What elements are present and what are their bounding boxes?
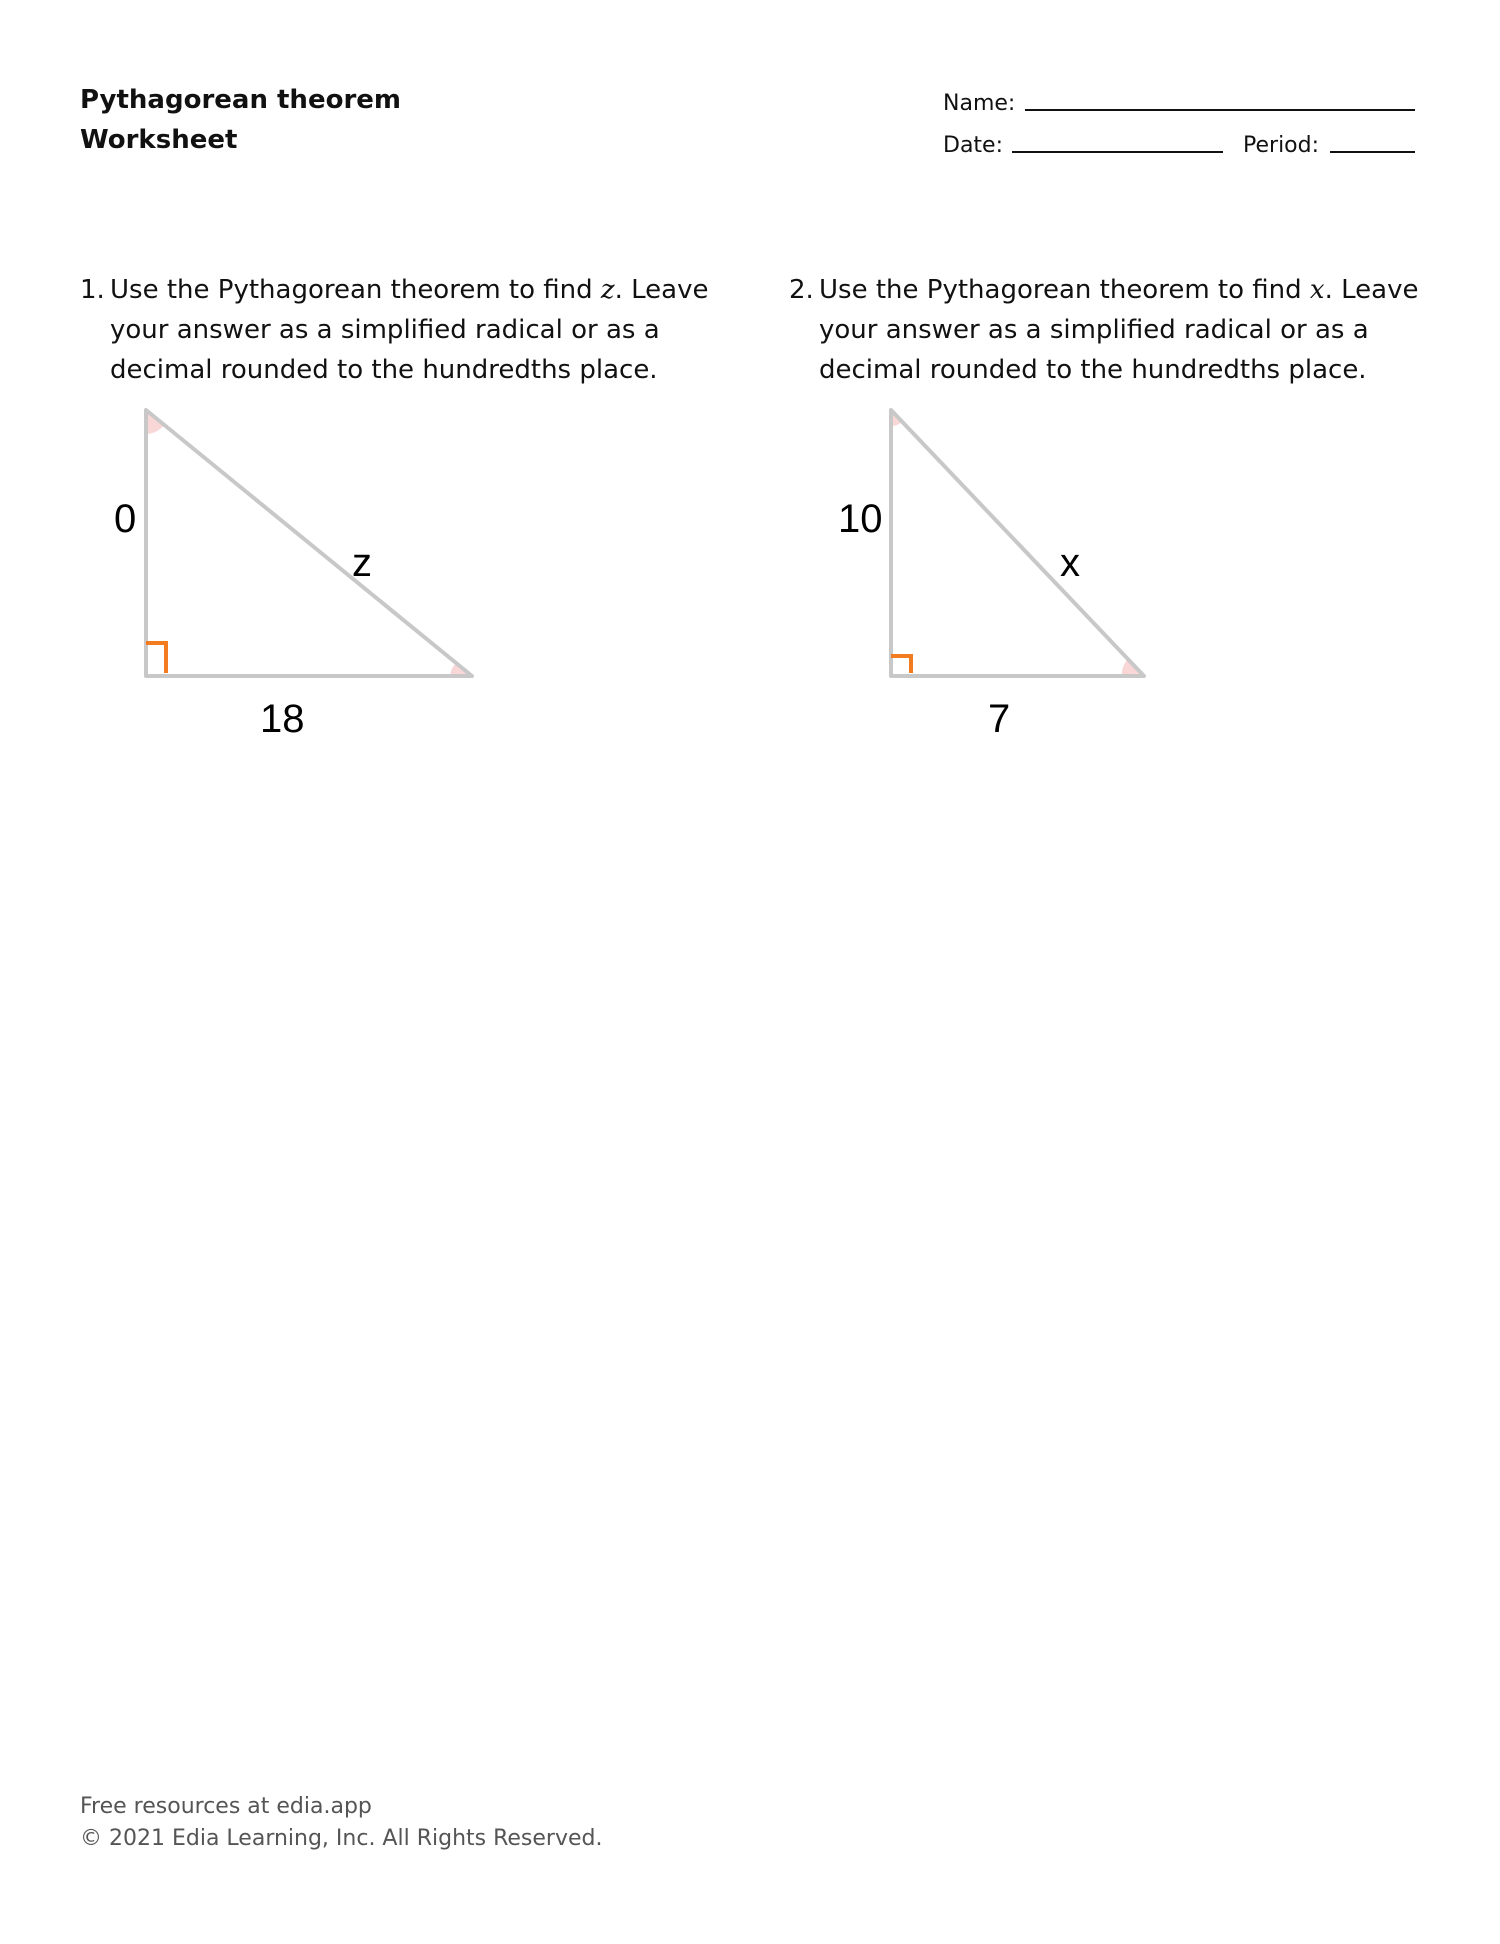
footer-resources: Free resources at edia.app xyxy=(80,1794,372,1819)
footer-copyright: © 2021 Edia Learning, Inc. All Rights Reserved. xyxy=(80,1826,603,1851)
name-answer-line[interactable] xyxy=(1025,109,1415,111)
date-label: Date: xyxy=(943,133,1003,158)
date-answer-line[interactable] xyxy=(1012,151,1223,153)
horizontal-leg-label: 7 xyxy=(988,697,1011,741)
right-angle-marker xyxy=(146,643,166,673)
worksheet-subtitle: Worksheet xyxy=(80,125,238,155)
vertical-leg-label: 10 xyxy=(838,497,883,541)
problem-variable: x xyxy=(1309,275,1325,305)
triangle-figure-1 xyxy=(100,400,500,760)
right-angle-marker xyxy=(891,656,911,673)
problem-text: Use the Pythagorean theorem to find x. Leave your answer as a simplified radical or as a decimal rounded to the hundredths place. xyxy=(819,275,1419,385)
name-label: Name: xyxy=(943,91,1016,116)
problem-number: 1. xyxy=(80,275,105,305)
worksheet-title: Pythagorean theorem xyxy=(80,85,401,115)
hypotenuse-label: x xyxy=(1060,541,1080,585)
triangle-figure-2 xyxy=(830,400,1230,760)
period-label: Period: xyxy=(1243,133,1320,158)
problem-text: Use the Pythagorean theorem to find z. Leave your answer as a simplified radical or as a decimal rounded to the hundredths place. xyxy=(110,275,709,385)
horizontal-leg-label: 18 xyxy=(260,697,305,741)
right-triangle xyxy=(146,410,472,676)
hypotenuse-label: z xyxy=(352,541,372,585)
problem-number: 2. xyxy=(789,275,814,305)
period-answer-line[interactable] xyxy=(1330,151,1415,153)
problem-variable: z xyxy=(600,275,615,305)
right-triangle xyxy=(891,410,1144,676)
vertical-leg-label: 0 xyxy=(114,497,137,541)
